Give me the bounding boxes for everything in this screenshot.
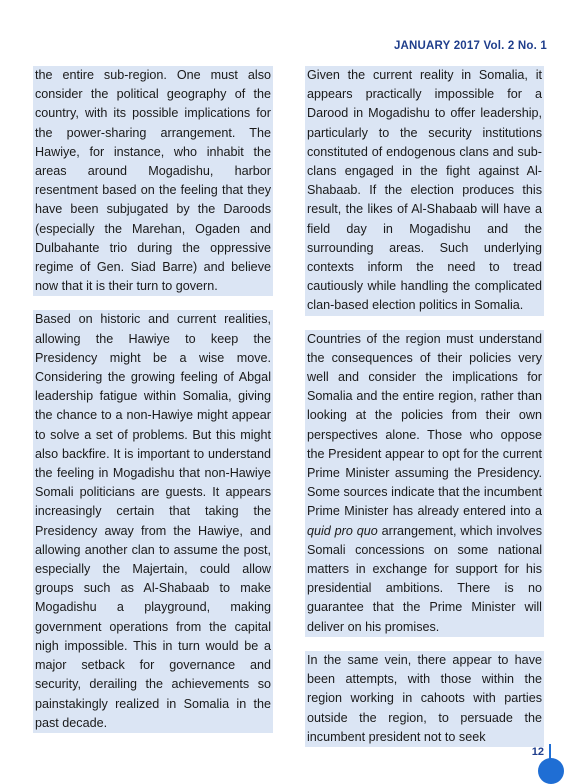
paragraph <box>305 330 544 637</box>
paragraph: In the same vein, there appear to have been attempts, with those within the region working in cahoots with parties outside the region, to persuade the incumbent president not to seek <box>305 651 544 747</box>
issue-header: JANUARY 2017 Vol. 2 No. 1 <box>393 40 547 52</box>
italic-phrase: quid pro quo <box>307 523 378 538</box>
paragraph: Based on historic and current realities, allowing the Hawiye to keep the Presidency might be a wise move. Considering the growing feeling of Abgal leadership fatigue within Somalia, giving the chance to a non-Hawiye might appear to solve a set of problems. But this might also backfire. It is important to understand the feeling in Mogadishu that non-Hawiye Somali politicians are guests. It appears increasingly certain that taking the Presidency away from the Hawiye, and allowing another clan to assume the post, especially the Majertain, could allow groups such as Al-Shabaab to make Mogadishu a playground, making government operations from the capital nigh impossible. This in turn would be a major setback for governance and security, derailing the achievements so painstakingly realized in Somalia in the past decade. <box>33 310 273 732</box>
paragraph-text: arrangement, which involves Somali concessions on some national matters in exchange for support for his presidential ambitions. There is no guarantee that the Prime Minister will deliver on his promises. <box>307 523 542 634</box>
paragraph: the entire sub-region. One must also consider the political geography of the country, with its possible implications for the power-sharing arrangement. The Hawiye, for instance, who inhabit the areas around Mogadishu, harbor resentment based on the feeling that they have been subjugated by the Daroods (especially the Marehan, Ogaden and Dulbahante trio during the oppressive regime of Gen. Siad Barre) and believe now that it is their turn to govern. <box>33 66 273 296</box>
left-column <box>33 66 273 747</box>
paragraph-text: Countries of the region must understand the consequences of their policies very well and consider the implications for Somalia and the entire region, rather than looking at the policies from their own perspectives alone. Those who oppose the President appear to opt for the current Prime Minister assuming the Presidency. Some sources indicate that the incumbent Prime Minister has already entered into a <box>307 331 542 519</box>
right-column <box>305 66 544 761</box>
page-number: 12 <box>531 746 544 758</box>
page-corner-dot <box>538 758 564 784</box>
paragraph: Given the current reality in Somalia, it appears practically impossible for a Darood in Mogadishu to offer leadership, particularly to the security institutions constituted of endogenous clans and sub-clans engaged in the fight against Al-Shabaab. If the election produces this result, the likes of Al-Shabaab will have a field day in Mogadishu and the surrounding areas. Such underlying contexts inform the need to tread cautiously while handling the complicated clan-based election politics in Somalia. <box>305 66 544 316</box>
